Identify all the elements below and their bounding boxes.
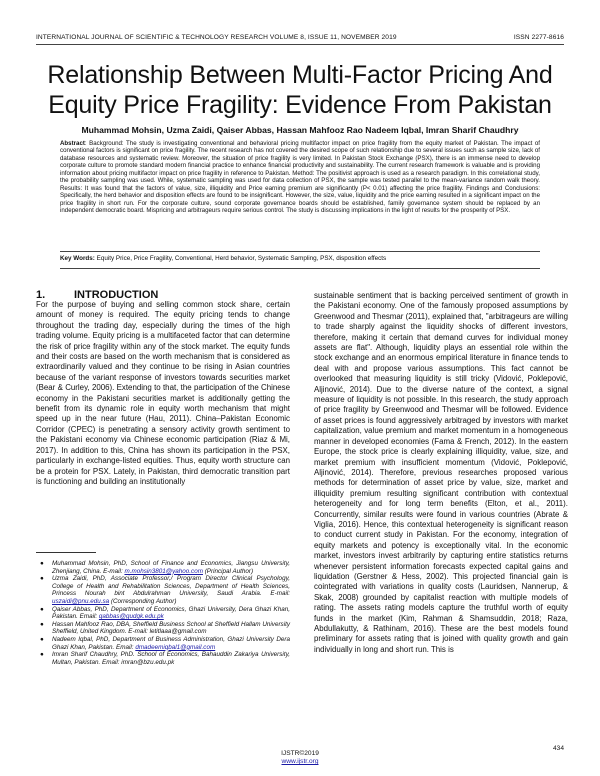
keywords-label: Key Words:: [60, 255, 95, 262]
footnote-role: (Principal Author): [202, 567, 254, 575]
bullet-icon: ●: [40, 575, 44, 583]
footnote-item: [36, 560, 290, 575]
footnote-item: [36, 636, 290, 651]
footnote-email-link[interactable]: dmadeemiqbal1@gmail.com: [135, 643, 216, 651]
bullet-icon: ●: [40, 651, 44, 659]
footnote-item: [36, 606, 290, 621]
footnote-text: Qaiser Abbas, PhD, Department of Economics, Ghazi University, Dera Ghazi Khan, Pakistan. Email:: [52, 605, 290, 621]
footnote-text: Imran Sharif Chaudhry, PhD. School of Economics, Bahauddin Zakariya University, Multan, Pakistan. Email: imran@bzu.edu.pk: [52, 651, 290, 666]
author-list: Muhammad Mohsin, Uzma Zaidi, Qaiser Abbas, Hassan Mahfooz Rao Nadeem Iqbal, Imran Sharif Chaudhry: [81, 125, 519, 135]
page-footer: [0, 750, 600, 766]
keywords: [60, 255, 540, 262]
issn: ISSN 2277-8616: [513, 34, 564, 41]
footnote-text: Uzma Zaidi, PhD, Associate Professor,/ Program Director Clinical Psychology, College of Health and Rehabilitation Sciences, Department of Health Sciences, Princess Nourah bint Abdulrahman University, Saudi Arabia. E-mail:: [52, 575, 290, 598]
left-column-text: For the purpose of buying and selling common stock share, certain amount of money is required. The equity pricing tends to change throughout the trading day, especially during the times of the high trading volume. Equity pricing is a multifaceted factor that can determine the risk of price fragility within any of the stock market. The equity funds and their costs are based on the worth mechanism that is considered as extraordinarily valued and they continue to be rising in Asian countries because of the variant response of investors towards securities market (Bear & Curley, 2006). Extending to that, the participation of the Chinese economy in the Pakistani securities market is additionally getting the benefit from its dynamic role in equity worth mechanism that might speed up in the near future (Hau, 2011). China–Pakistan Economic Corridor (CPEC) is penetrating a sensory activity growth sentiment to the Pakistani economy via Chinese economic participation (Riaz & Mi, 2017). In addition to this, China has shown its participation in the PSX, particularly in exchange-listed equities. Thus, equity worth structure can be a protein for PSX. Lately, in Pakistan, third democratic transition part is functioning and building an institutionally: [36, 300, 290, 486]
author-footnotes: [36, 560, 290, 666]
bullet-icon: ●: [40, 560, 44, 567]
right-column-text: sustainable sentiment that is backing perceived sentiment of growth in the Pakistani economy. One of the famously proposed assumptions by Greenwood and Thesmar (2011), explained that, "arbitrageurs are willing to trade sharply against the liquidity shocks of different investors, therefore, making it certain that demand curves for individual money assets are flat". Although, liquidity plays an essential role within the stock exchange and an enormous empirical literature in finance tends to deal with and propose various assumptions. This fact cannot be overlooked that measuring liquidity is still tricky (Vidović, Poklepović, Aljinović, 2014). Due to the diverse nature of the context, a signal measure of liquidity is not possible. In this research, the study approach of price fragility by Greenwood and Thesmar will be followed. Evidence of asset prices is found aggressively arbitraged by investors with market capitalization, value premium and market momentum in a homogeneous manner in developed economies (Fama & French, 2012). In the eastern Europe, the stock price is clearly explaining illiquidity, value, size, and market premium with insufficient momentum (Vidović, Poklepović, Aljinović, 2014). Therefore, previous researches proposed various methods for determination of asset price by value, size, market and illiquidity premium resulting significant contribution with contextual heterogeneity and for long term benefits (Elton, et al., 2011). Concurrently, similar results were found in various countries (Abrate & Viglia, 2016). Hence, this contextual heterogeneity is significant reason to conduct current study in Pakistan. For the economy, integration of equity markets and potency is exceptionally vital. In the economic market, investors invest arbitrarily by capturing entire statistics returns whenever persistent information forecasts expected capital gains and liquidation (Gerstner & Hess, 2002). This projected financial gain is cointegrated with variations in quality costs (Lauridsen, Nannerup, & Skak, 2008) grounded by capitalist reaction with multiple models of rating. The assets rating models capture the truthful worth of equity funds in the market (Kim, Rahman & Shamsuddin, 2018; Raza, Abdullakutty, & Rathinam, 2016). These are the best models found preliminary for assets rating that is joined with quality growth and gain individually in long and short run. This is: [314, 291, 568, 654]
bullet-icon: ●: [40, 635, 44, 643]
journal-name: INTERNATIONAL JOURNAL OF SCIENTIFIC & TECHNOLOGY RESEARCH VOLUME 8, ISSUE 11, NOVEMBER 2019: [36, 34, 397, 41]
footnote-text: Nadeem Iqbal, PhD, Department of Business Administration, Ghazi University Dera Ghazi Khan, Pakistan. Email:: [52, 635, 290, 651]
abstract-label: Abstract: [60, 140, 85, 147]
page-number: 434: [552, 745, 564, 752]
keywords-bottom-rule: [60, 268, 540, 269]
header-rule: [36, 44, 564, 45]
footnote-email-link[interactable]: qabbas@gudgk.edu.pk: [98, 613, 164, 621]
keywords-text: Equity Price, Price Fragility, Conventional, Herd behavior, Systematic Sampling, PSX, disposition effects: [94, 255, 387, 262]
footnote-text: Muhammad Mohsin, PhD, School of Finance and Economics, Jiangsu University, Zhenjiang, China. E-mail:: [52, 560, 290, 575]
footnote-item: [36, 651, 290, 666]
section-title: INTRODUCTION: [74, 289, 159, 301]
abstract-text: : Background: The study is investigating conventional and behavioral pricing multifactor impact on price fragility from the equity market of Pakistan. The impact of conventional factors is significant on price fragility. The recent research has not covered the desired scope of such relationship due to several issues such as sample size, lack of database resources and systematic review. Moreover, the situation of price fragility is very limited. In Pakistan Stock Exchange (PSX), there is an immense need to develop corporate culture to promote standard modern financial practice to enhance financial productivity and sustainability. The current research framework is valuable and is providing information about pricing multifactor impact on price fragility in reference to Pakistan. Method: The positivist approach is used as a research paradigm. In this correlational study, the probability sampling was used. While, systematic sampling was used for data collection of PSX, the sample was tested parallel to the mean-variance random walk theory. Results: It was found that the factors of value, size, illiquidity and Price earning premium are significantly (P< 0.01) affecting the price fragility. Findings and Conclusions: Specifically, the herd behavior and disposition effects are found to be insignificant. However, the size, value, liquidity and the price earning resulted in a significant impact on the price fragility in short run. For the corporate culture, sound corporate governance boards should be established, family governance system should be replaced by an independent democratic board. Mispricing and arbitrageurs require serious control. The study is discussing implications in the light of results for the prosperity of PSX.: [60, 140, 541, 215]
copyright: IJSTR©2019: [281, 750, 319, 757]
keywords-top-rule: [60, 251, 540, 252]
section-number: 1.: [36, 289, 46, 301]
abstract: [60, 140, 540, 215]
footnote-rule: [36, 552, 290, 553]
bullet-icon: ●: [40, 605, 44, 613]
paper-title: Relationship Between Multi-Factor Pricing And Equity Price Fragility: Evidence From Pakistan: [47, 61, 553, 119]
footnote-item: [36, 621, 290, 636]
footnote-text: Hassan Mahfooz Rao, DBA, Sheffield Business School at Sheffield Hallam University Sheffield, United Kingdom. E-mail: letitlaaa@gmail.com: [52, 620, 290, 636]
footnote-role: (Corresponding Author): [109, 597, 177, 605]
footnote-item: [36, 575, 290, 605]
bullet-icon: ●: [40, 620, 44, 628]
running-header: [36, 34, 564, 41]
footnote-email-link[interactable]: uszaidi@pnu.edu.sa: [52, 597, 110, 605]
journal-url[interactable]: www.ijstr.org: [281, 758, 319, 765]
footnote-email-link[interactable]: m.mohsin3801@yahoo.com: [124, 567, 203, 575]
